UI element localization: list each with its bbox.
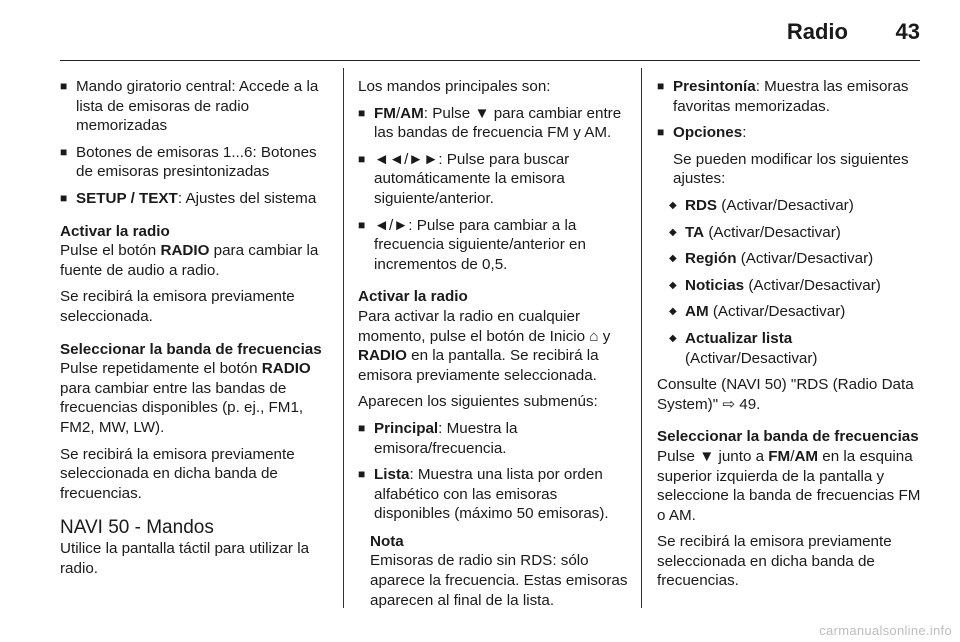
list-item: ■ Opciones:	[657, 123, 923, 143]
paragraph: Pulse repetidamente el botón RADIO para cambiar entre las bandas de frecuencias disponibles (p. ej., FM1, FM2, MW, LW).	[60, 360, 311, 436]
list-item: ◆ Región (Activar/Desactivar)	[657, 249, 923, 269]
list-item: ◆ AM (Activar/Desactivar)	[657, 302, 923, 322]
list-item: ◆ RDS (Activar/Desactivar)	[657, 196, 923, 216]
column-2	[358, 77, 630, 610]
section-heading: Activar la radio	[358, 288, 468, 306]
home-icon: ⌂	[589, 327, 599, 345]
column-divider	[641, 68, 642, 608]
paragraph: Aparecen los siguientes submenús:	[358, 393, 598, 411]
page-reference: ⇨ 49.	[722, 395, 761, 413]
list-item: ■ Botones de emisoras 1...6: Botones de emisoras presintonizadas	[60, 143, 330, 182]
column-divider	[343, 68, 344, 608]
list-item: ■ SETUP / TEXT: Ajustes del sistema	[60, 189, 330, 209]
section-heading: Seleccionar la banda de frecuencias	[60, 340, 322, 358]
header-rule	[60, 60, 920, 61]
paragraph: Utilice la pantalla táctil para utilizar la radio.	[60, 540, 310, 577]
paragraph: Se recibirá la emisora previamente seleccionada.	[60, 288, 295, 325]
paragraph: Se pueden modificar los siguientes ajustes:	[673, 150, 909, 188]
paragraph: Los mandos principales son:	[358, 78, 551, 95]
list-item-label: SETUP / TEXT	[76, 189, 178, 207]
paragraph: Se recibirá la emisora previamente seleccionada en dicha banda de frecuencias.	[60, 445, 295, 502]
list-item: ■ Presintonía: Muestra las emisoras favoritas memorizadas.	[657, 77, 923, 116]
list-item: ◆ TA (Activar/Desactivar)	[657, 223, 923, 243]
page-header	[0, 0, 960, 62]
column-1	[60, 77, 330, 585]
list-item: ◆ Noticias (Activar/Desactivar)	[657, 276, 923, 296]
watermark: carmanualsonline.info	[819, 623, 952, 638]
section-title: NAVI 50 - Mandos	[60, 517, 214, 539]
paragraph: Para activar la radio en cualquier momento, pulse el botón de Inicio ⌂ y RADIO en la pantalla. Se recibirá la emisora previamente seleccionada.	[358, 307, 611, 384]
column-3	[657, 77, 923, 598]
list-item: ■ Lista: Muestra una lista por orden alfabético con las emisoras disponibles (máximo 50 emisoras).	[358, 465, 630, 524]
seek-arrows-icon: ◄◄/►►	[374, 150, 439, 168]
page-number: 43	[895, 19, 920, 44]
note	[358, 532, 630, 610]
paragraph: Pulse el botón RADIO para cambiar la fuente de audio a radio.	[60, 242, 319, 279]
step-arrows-icon: ◄/►	[374, 216, 409, 234]
section-heading: Seleccionar la banda de frecuencias	[657, 428, 919, 446]
list-item: ■ Principal: Muestra la emisora/frecuencia.	[358, 419, 630, 458]
list-item: ■ Mando giratorio central: Accede a la lista de emisoras de radio memorizadas	[60, 77, 330, 136]
note-text: Emisoras de radio sin RDS: sólo aparece la frecuencia. Estas emisoras aparecen al final de la lista.	[370, 552, 628, 609]
note-title: Nota	[370, 532, 404, 550]
section-heading: Activar la radio	[60, 222, 170, 240]
page-title: Radio	[786, 19, 848, 44]
list-item: ■ ◄/►: Pulse para cambiar a la frecuencia siguiente/anterior en incrementos de 0,5.	[358, 216, 630, 275]
list-item: ◆ Actualizar lista (Activar/Desactivar)	[657, 329, 923, 368]
paragraph: Consulte (NAVI 50) "RDS (Radio Data System)" ⇨ 49.	[657, 376, 914, 413]
list-item: ■ ◄◄/►►: Pulse para buscar automáticamente la emisora siguiente/anterior.	[358, 150, 630, 209]
paragraph: Pulse ▼ junto a FM/AM en la esquina superior izquierda de la pantalla y seleccione la banda de frecuencias FM o AM.	[657, 447, 921, 524]
paragraph: Se recibirá la emisora previamente seleccionada en dicha banda de frecuencias.	[657, 533, 892, 590]
list-item: ■ FM/AM: Pulse ▼ para cambiar entre las bandas de frecuencia FM y AM.	[358, 104, 630, 143]
